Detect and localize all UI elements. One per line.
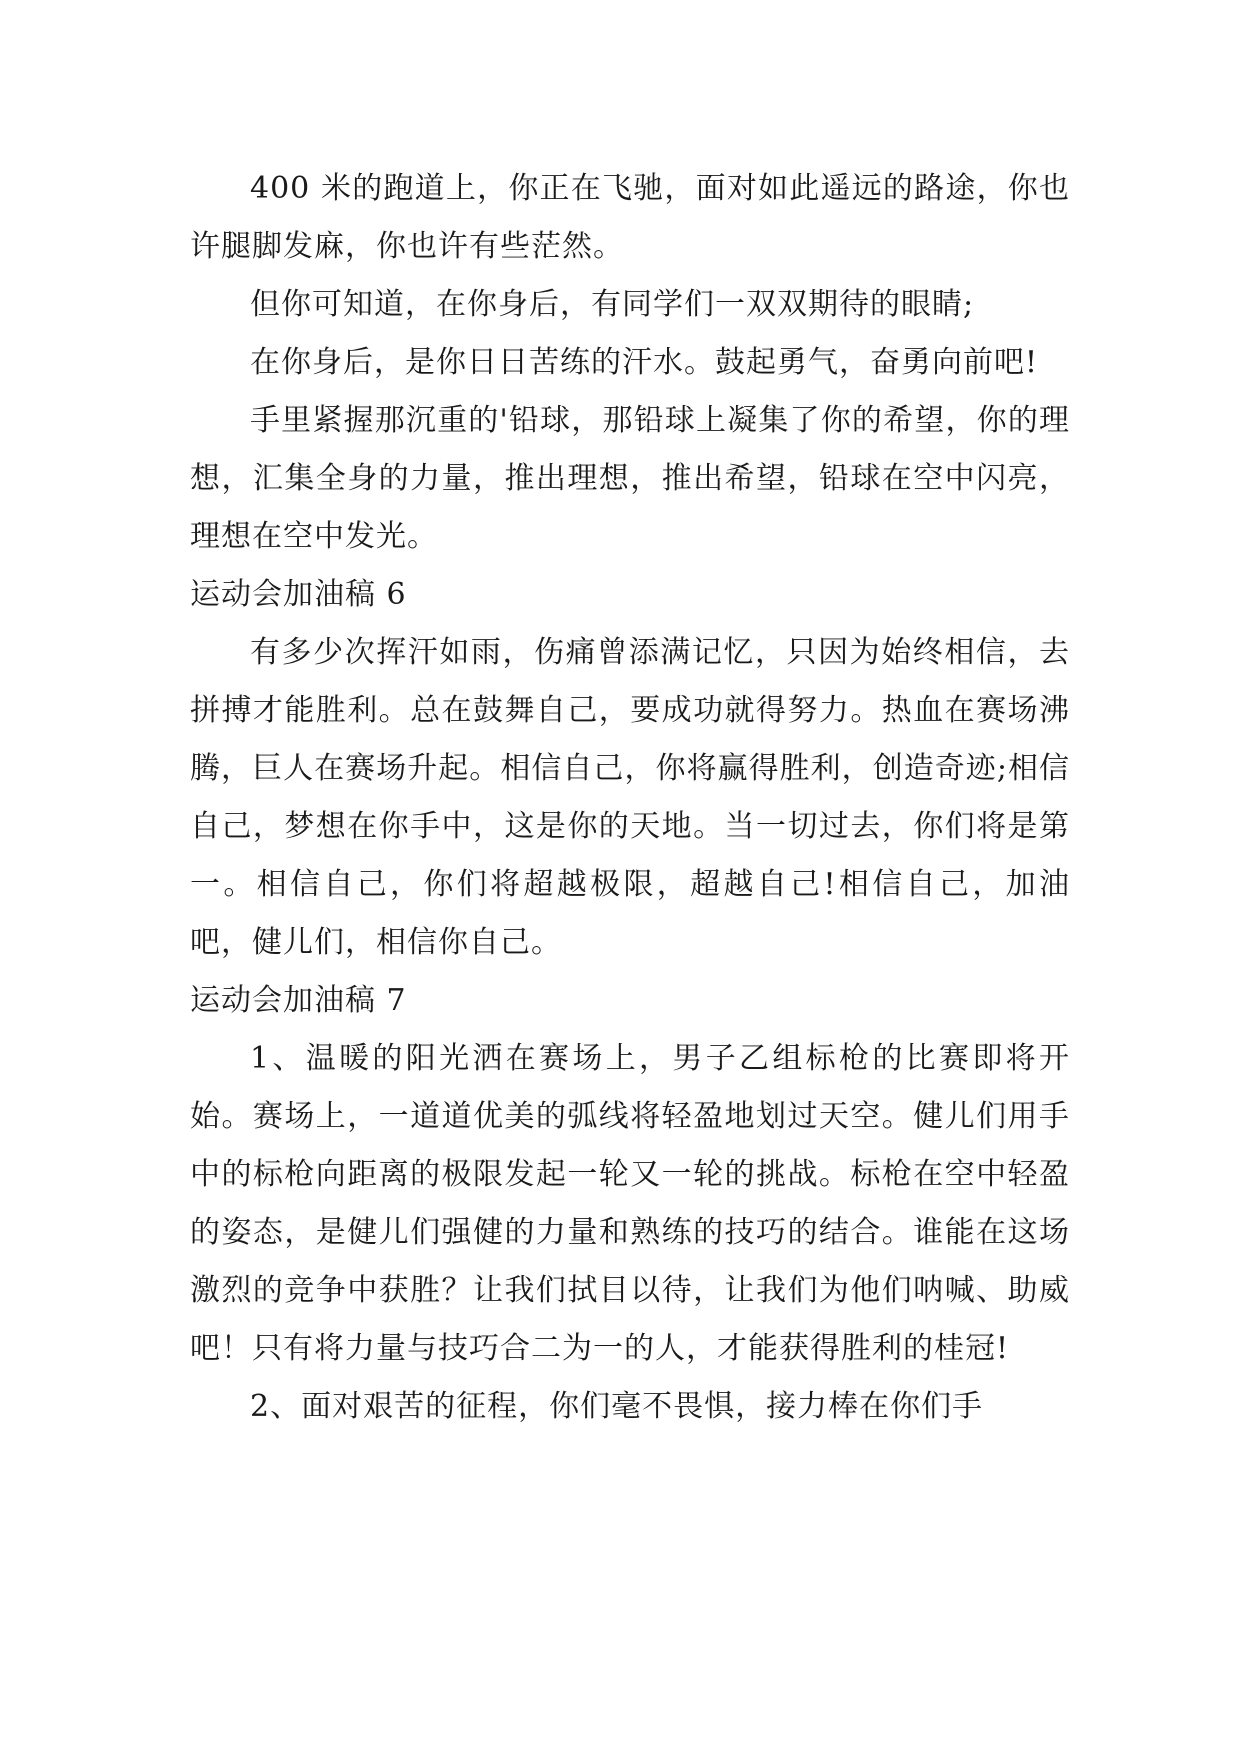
paragraph-track-runner: 400 米的跑道上，你正在飞驰，面对如此遥远的路途，你也许腿脚发麻，你也许有些茫然。 <box>190 171 1070 264</box>
paragraph-courage: 在你身后，是你日日苦练的汗水。鼓起勇气，奋勇向前吧! <box>250 345 1039 380</box>
document-body <box>190 160 1070 1436</box>
paragraph-shot-put: 手里紧握那沉重的'铅球，那铅球上凝集了你的希望，你的理想，汇集全身的力量，推出理想，推出希望，铅球在空中闪亮，理想在空中发光。 <box>190 403 1070 554</box>
paragraph-relay: 2、面对艰苦的征程，你们毫不畏惧，接力棒在你们手 <box>250 1389 984 1424</box>
section-heading-7: 运动会加油稿 7 <box>190 983 407 1018</box>
paragraph-believe-yourself: 有多少次挥汗如雨，伤痛曾添满记忆，只因为始终相信，去拼搏才能胜利。总在鼓舞自己，要成功就得努力。热血在赛场沸腾，巨人在赛场升起。相信自己，你将赢得胜利，创造奇迹;相信自己，梦想在你手中，这是你的天地。当一切过去，你们将是第一。相信自己，你们将超越极限，超越自己!相信自己，加油吧，健儿们，相信你自己。 <box>190 635 1070 960</box>
paragraph-javelin: 1、温暖的阳光洒在赛场上，男子乙组标枪的比赛即将开始。赛场上，一道道优美的弧线将轻盈地划过天空。健儿们用手中的标枪向距离的极限发起一轮又一轮的挑战。标枪在空中轻盈的姿态，是健儿们强健的力量和熟练的技巧的结合。谁能在这场激烈的竞争中获胜？让我们拭目以待，让我们为他们呐喊、助威吧！只有将力量与技巧合二为一的人，才能获得胜利的桂冠! <box>190 1041 1070 1366</box>
paragraph-classmates-eyes: 但你可知道，在你身后，有同学们一双双期待的眼睛; <box>250 287 975 322</box>
section-heading-6: 运动会加油稿 6 <box>190 577 407 612</box>
